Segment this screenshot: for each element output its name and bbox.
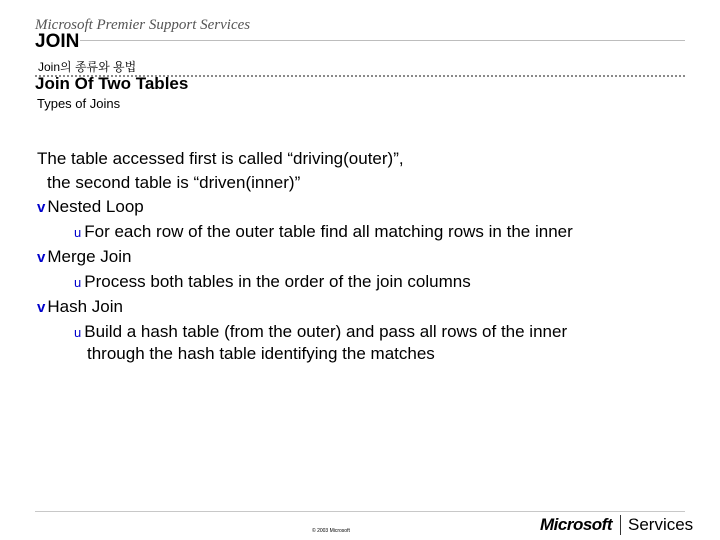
brand-text: Microsoft Premier Support Services (35, 17, 251, 33)
sub-bullet-text: For each row of the outer table find all matching rows in the inner (84, 222, 573, 241)
bullet-item-merge-join (37, 245, 697, 270)
sub-bullet-item (37, 220, 697, 245)
footer-rule (35, 511, 685, 512)
sub-bullet-item (37, 320, 697, 345)
bullet-icon: v (37, 299, 46, 316)
logo-separator (620, 515, 621, 535)
bullet-icon: v (37, 199, 46, 216)
bullet-label: Hash Join (47, 297, 123, 316)
top-rule (80, 40, 685, 41)
slide-caption: Types of Joins (37, 96, 121, 111)
bullet-label: Merge Join (47, 247, 132, 266)
bullet-label: Nested Loop (47, 197, 144, 216)
diamond-bullet-icon: u (74, 275, 82, 290)
copyright-text: © 2003 Microsoft (312, 528, 350, 534)
logo-brand-text: Microsoft (540, 515, 612, 534)
bullet-item-nested-loop (37, 195, 697, 220)
sub-bullet-continuation: through the hash table identifying the matches (87, 344, 435, 363)
page-subtitle: Join의 종류와 용법 (38, 60, 137, 74)
slide-heading: Join Of Two Tables (35, 74, 189, 93)
page-title: JOIN (35, 31, 80, 52)
logo-suffix-text: Services (628, 515, 694, 534)
sub-bullet-text: Process both tables in the order of the join columns (84, 272, 471, 291)
microsoft-services-logo (540, 514, 693, 536)
bullet-icon: v (37, 249, 46, 266)
sub-bullet-text: Build a hash table (from the outer) and pass all rows of the inner (84, 322, 568, 341)
slide-content (37, 147, 697, 362)
bullet-item-hash-join (37, 295, 697, 320)
intro-line: The table accessed first is called “driving(outer)”, (37, 149, 404, 168)
diamond-bullet-icon: u (74, 225, 82, 240)
intro-line: the second table is “driven(inner)” (47, 173, 301, 192)
diamond-bullet-icon: u (74, 325, 82, 340)
sub-bullet-item (37, 270, 697, 295)
